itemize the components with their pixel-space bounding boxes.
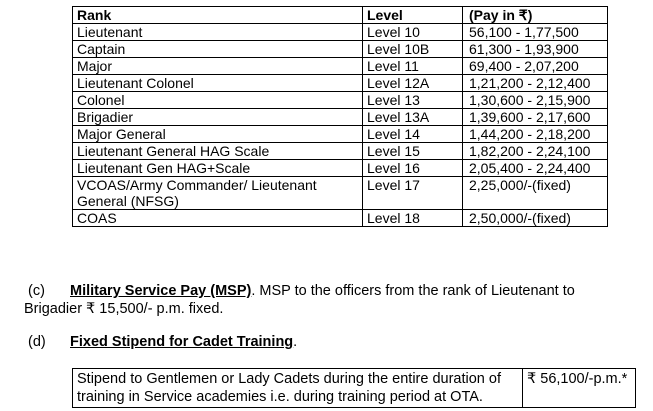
- rank-cell: Major: [73, 58, 363, 75]
- level-cell: Level 11: [363, 58, 463, 75]
- rank-cell: VCOAS/Army Commander/ Lieutenant General (NFSG): [73, 177, 363, 210]
- table-row: [73, 41, 608, 58]
- stipend-amount: ₹ 56,100/-p.m.*: [523, 369, 636, 408]
- rank-cell: Major General: [73, 126, 363, 143]
- level-cell: Level 10: [363, 24, 463, 41]
- paragraph-msp: [24, 282, 628, 318]
- table-row: [73, 109, 608, 126]
- pay-cell: 69,400 - 2,07,200: [463, 58, 608, 75]
- rank-cell: Lieutenant General HAG Scale: [73, 143, 363, 160]
- pay-cell: 61,300 - 1,93,900: [463, 41, 608, 58]
- table-header-row: [73, 7, 608, 24]
- table-row: [73, 126, 608, 143]
- pay-cell: 1,30,600 - 2,15,900: [463, 92, 608, 109]
- table-row: [73, 177, 608, 210]
- level-cell: Level 17: [363, 177, 463, 210]
- level-cell: Level 13: [363, 92, 463, 109]
- pay-cell: 1,44,200 - 2,18,200: [463, 126, 608, 143]
- table-row: [73, 160, 608, 177]
- stipend-heading: Fixed Stipend for Cadet Training: [70, 334, 294, 350]
- level-cell: Level 10B: [363, 41, 463, 58]
- level-cell: Level 13A: [363, 109, 463, 126]
- msp-text-line1: . MSP to the officers from the rank of Lieutenant to: [251, 283, 575, 299]
- table-row: [73, 143, 608, 160]
- msp-heading: Military Service Pay (MSP): [70, 283, 252, 299]
- rank-cell: Brigadier: [73, 109, 363, 126]
- pay-cell: 56,100 - 1,77,500: [463, 24, 608, 41]
- msp-text-line2: Brigadier ₹ 15,500/- p.m. fixed.: [24, 301, 224, 317]
- header-rank: Rank: [73, 7, 363, 24]
- table-row: [73, 58, 608, 75]
- level-cell: Level 16: [363, 160, 463, 177]
- header-level: Level: [363, 7, 463, 24]
- rank-cell: Lieutenant Gen HAG+Scale: [73, 160, 363, 177]
- table-row: [73, 210, 608, 227]
- stipend-heading-suffix: .: [293, 334, 298, 350]
- table-row: [73, 92, 608, 109]
- rank-cell: Lieutenant: [73, 24, 363, 41]
- level-cell: Level 12A: [363, 75, 463, 92]
- level-cell: Level 15: [363, 143, 463, 160]
- rank-cell: Lieutenant Colonel: [73, 75, 363, 92]
- rank-cell: Captain: [73, 41, 363, 58]
- table-row: [73, 75, 608, 92]
- level-cell: Level 14: [363, 126, 463, 143]
- header-pay: (Pay in ₹): [463, 7, 608, 24]
- stipend-row: [73, 369, 636, 408]
- table-row: [73, 24, 608, 41]
- pay-cell: 1,39,600 - 2,17,600: [463, 109, 608, 126]
- para-d-label: (d): [28, 334, 46, 350]
- stipend-table: [72, 368, 636, 408]
- pay-cell: 1,82,200 - 2,24,100: [463, 143, 608, 160]
- paragraph-stipend-heading: [28, 333, 297, 351]
- rank-cell: Colonel: [73, 92, 363, 109]
- pay-cell: 2,05,400 - 2,24,400: [463, 160, 608, 177]
- pay-table: [72, 6, 608, 227]
- rank-cell: COAS: [73, 210, 363, 227]
- pay-cell: 2,50,000/-(fixed): [463, 210, 608, 227]
- pay-cell: 2,25,000/-(fixed): [463, 177, 608, 210]
- pay-cell: 1,21,200 - 2,12,400: [463, 75, 608, 92]
- para-c-label: (c): [28, 283, 45, 299]
- stipend-description: Stipend to Gentlemen or Lady Cadets during the entire duration of training in Service academies i.e. during training period at OTA.: [73, 369, 523, 408]
- level-cell: Level 18: [363, 210, 463, 227]
